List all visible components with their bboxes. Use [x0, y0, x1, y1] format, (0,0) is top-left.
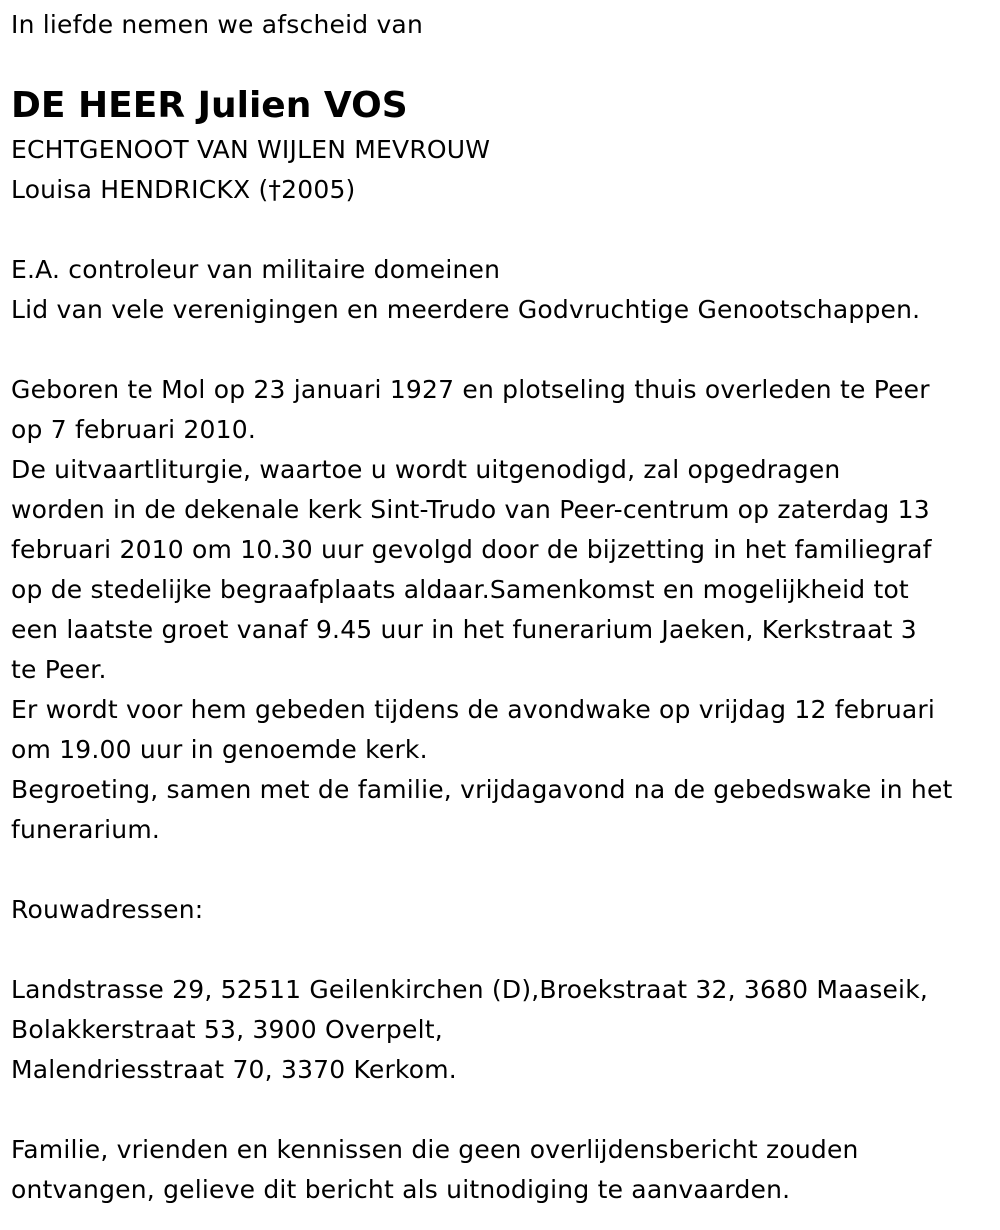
- body-line: funerarium.: [11, 815, 161, 844]
- body-line: De uitvaartliturgie, waartoe u wordt uitgenodigd, zal opgedragen: [11, 455, 841, 484]
- role-line-1: E.A. controleur van militaire domeinen: [11, 255, 501, 284]
- intro-text: In liefde nemen we afscheid van: [11, 10, 423, 39]
- body-line: een laatste groet vanaf 9.45 uur in het funerarium Jaeken, Kerkstraat 3: [11, 615, 917, 644]
- addresses-heading: Rouwadressen:: [11, 895, 204, 924]
- death-notice: [11, 0, 996, 1210]
- body-line: worden in de dekenale kerk Sint-Trudo van Peer-centrum op zaterdag 13: [11, 495, 930, 524]
- body-line: Begroeting, samen met de familie, vrijdagavond na de gebedswake in het: [11, 775, 953, 804]
- body-line: om 19.00 uur in genoemde kerk.: [11, 735, 428, 764]
- body-text: [11, 370, 996, 850]
- address-line: Landstrasse 29, 52511 Geilenkirchen (D),Broekstraat 32, 3680 Maaseik,: [11, 975, 929, 1004]
- body-line: Geboren te Mol op 23 januari 1927 en plotseling thuis overleden te Peer: [11, 375, 930, 404]
- closing-text: [11, 1130, 996, 1210]
- address-list: [11, 970, 996, 1090]
- deceased-name: DE HEER Julien VOS: [11, 85, 408, 126]
- address-line: Malendriesstraat 70, 3370 Kerkom.: [11, 1055, 457, 1084]
- closing-line: Familie, vrienden en kennissen die geen overlijdensbericht zouden: [11, 1135, 859, 1164]
- body-line: februari 2010 om 10.30 uur gevolgd door de bijzetting in het familiegraf: [11, 535, 932, 564]
- spouse-line-1: ECHTGENOOT VAN WIJLEN MEVROUW: [11, 135, 491, 164]
- body-line: te Peer.: [11, 655, 107, 684]
- body-line: op de stedelijke begraafplaats aldaar.Samenkomst en mogelijkheid tot: [11, 575, 909, 604]
- body-line: Er wordt voor hem gebeden tijdens de avondwake op vrijdag 12 februari: [11, 695, 936, 724]
- body-line: op 7 februari 2010.: [11, 415, 256, 444]
- spouse-line-2: Louisa HENDRICKX (†2005): [11, 175, 356, 204]
- address-line: Bolakkerstraat 53, 3900 Overpelt,: [11, 1015, 443, 1044]
- closing-line: ontvangen, gelieve dit bericht als uitnodiging te aanvaarden.: [11, 1175, 791, 1204]
- role-line-2: Lid van vele verenigingen en meerdere Godvruchtige Genootschappen.: [11, 295, 921, 324]
